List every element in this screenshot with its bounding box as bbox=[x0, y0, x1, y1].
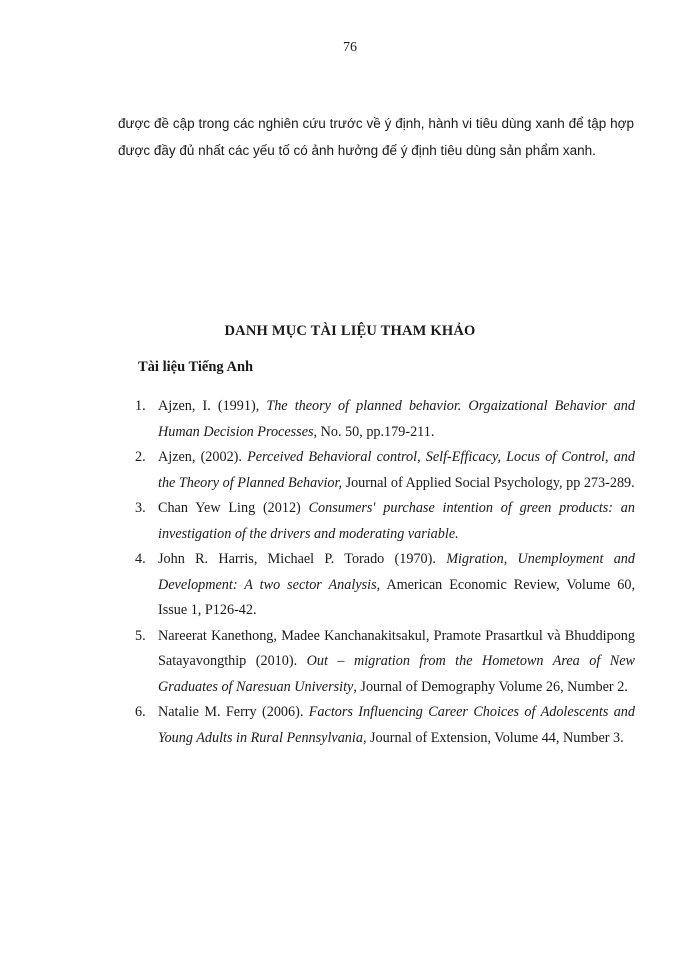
reference-number: 6. bbox=[135, 704, 146, 720]
reference-source: , American Economic Review, Volume 60, Issue 1, P126-42. bbox=[158, 576, 635, 618]
reference-text bbox=[158, 500, 635, 542]
reference-item bbox=[133, 547, 635, 624]
reference-item bbox=[133, 394, 635, 445]
reference-text bbox=[158, 628, 635, 695]
reference-number: 3. bbox=[135, 500, 146, 516]
reference-title: Consumers' purchase intention of green products: an investigation of the drivers and moderating variable. bbox=[158, 500, 635, 542]
reference-text bbox=[158, 398, 635, 440]
reference-text bbox=[158, 449, 635, 491]
reference-item bbox=[133, 624, 635, 701]
reference-title: The theory of planned behavior. Orgaizational Behavior and Human Decision Processes bbox=[158, 398, 635, 440]
intro-paragraph: được đề cập trong các nghiên cứu trước về ý định, hành vi tiêu dùng xanh để tập hợp được đầy đủ nhất các yếu tố có ảnh hưởng đế ý định tiêu dùng sản phẩm xanh. bbox=[118, 116, 634, 158]
page-number: 76 bbox=[343, 40, 357, 55]
reference-authors: Natalie M. Ferry (2006). bbox=[158, 704, 309, 720]
reference-authors: Nareerat Kanethong, Madee Kanchanakitsakul, Pramote Prasartkul và Bhuddipong Satayavongthip (2010). bbox=[158, 627, 635, 669]
reference-number: 1. bbox=[135, 398, 146, 414]
reference-title: Factors Influencing Career Choices of Adolescents and Young Adults in Rural Pennsylvania bbox=[158, 704, 635, 746]
reference-text bbox=[158, 551, 635, 618]
reference-list bbox=[133, 394, 635, 751]
reference-number: 5. bbox=[135, 627, 146, 644]
reference-item bbox=[133, 496, 635, 547]
reference-item bbox=[133, 700, 635, 751]
reference-number: 4. bbox=[135, 551, 146, 567]
reference-title: Perceived Behavioral control, Self-Efficacy, Locus of Control, and the Theory of Planned Behavior, bbox=[158, 449, 635, 491]
reference-authors: Ajzen, I. (1991), bbox=[158, 398, 267, 414]
reference-source: , No. 50, pp.179-211. bbox=[313, 423, 435, 440]
reference-title: Out – migration from the Hometown Area of New Graduates of Naresuan University bbox=[158, 653, 635, 695]
reference-text bbox=[158, 704, 635, 746]
reference-number: 2. bbox=[135, 449, 146, 465]
reference-authors: Chan Yew Ling (2012) bbox=[158, 500, 309, 516]
reference-item bbox=[133, 445, 635, 496]
reference-source: , Journal of Extension, Volume 44, Number 3. bbox=[362, 729, 624, 746]
reference-authors: John R. Harris, Michael P. Torado (1970). bbox=[158, 551, 447, 567]
references-subheading: Tài liệu Tiếng Anh bbox=[138, 359, 254, 375]
reference-source: Journal of Applied Social Psychology, pp 273-289. bbox=[342, 474, 635, 491]
references-heading: DANH MỤC TÀI LIỆU THAM KHẢO bbox=[224, 323, 476, 339]
reference-source: , Journal of Demography Volume 26, Number 2. bbox=[353, 678, 628, 695]
reference-authors: Ajzen, (2002). bbox=[158, 449, 248, 465]
reference-title: Migration, Unemployment and Development: A two sector Analysis bbox=[158, 551, 635, 593]
